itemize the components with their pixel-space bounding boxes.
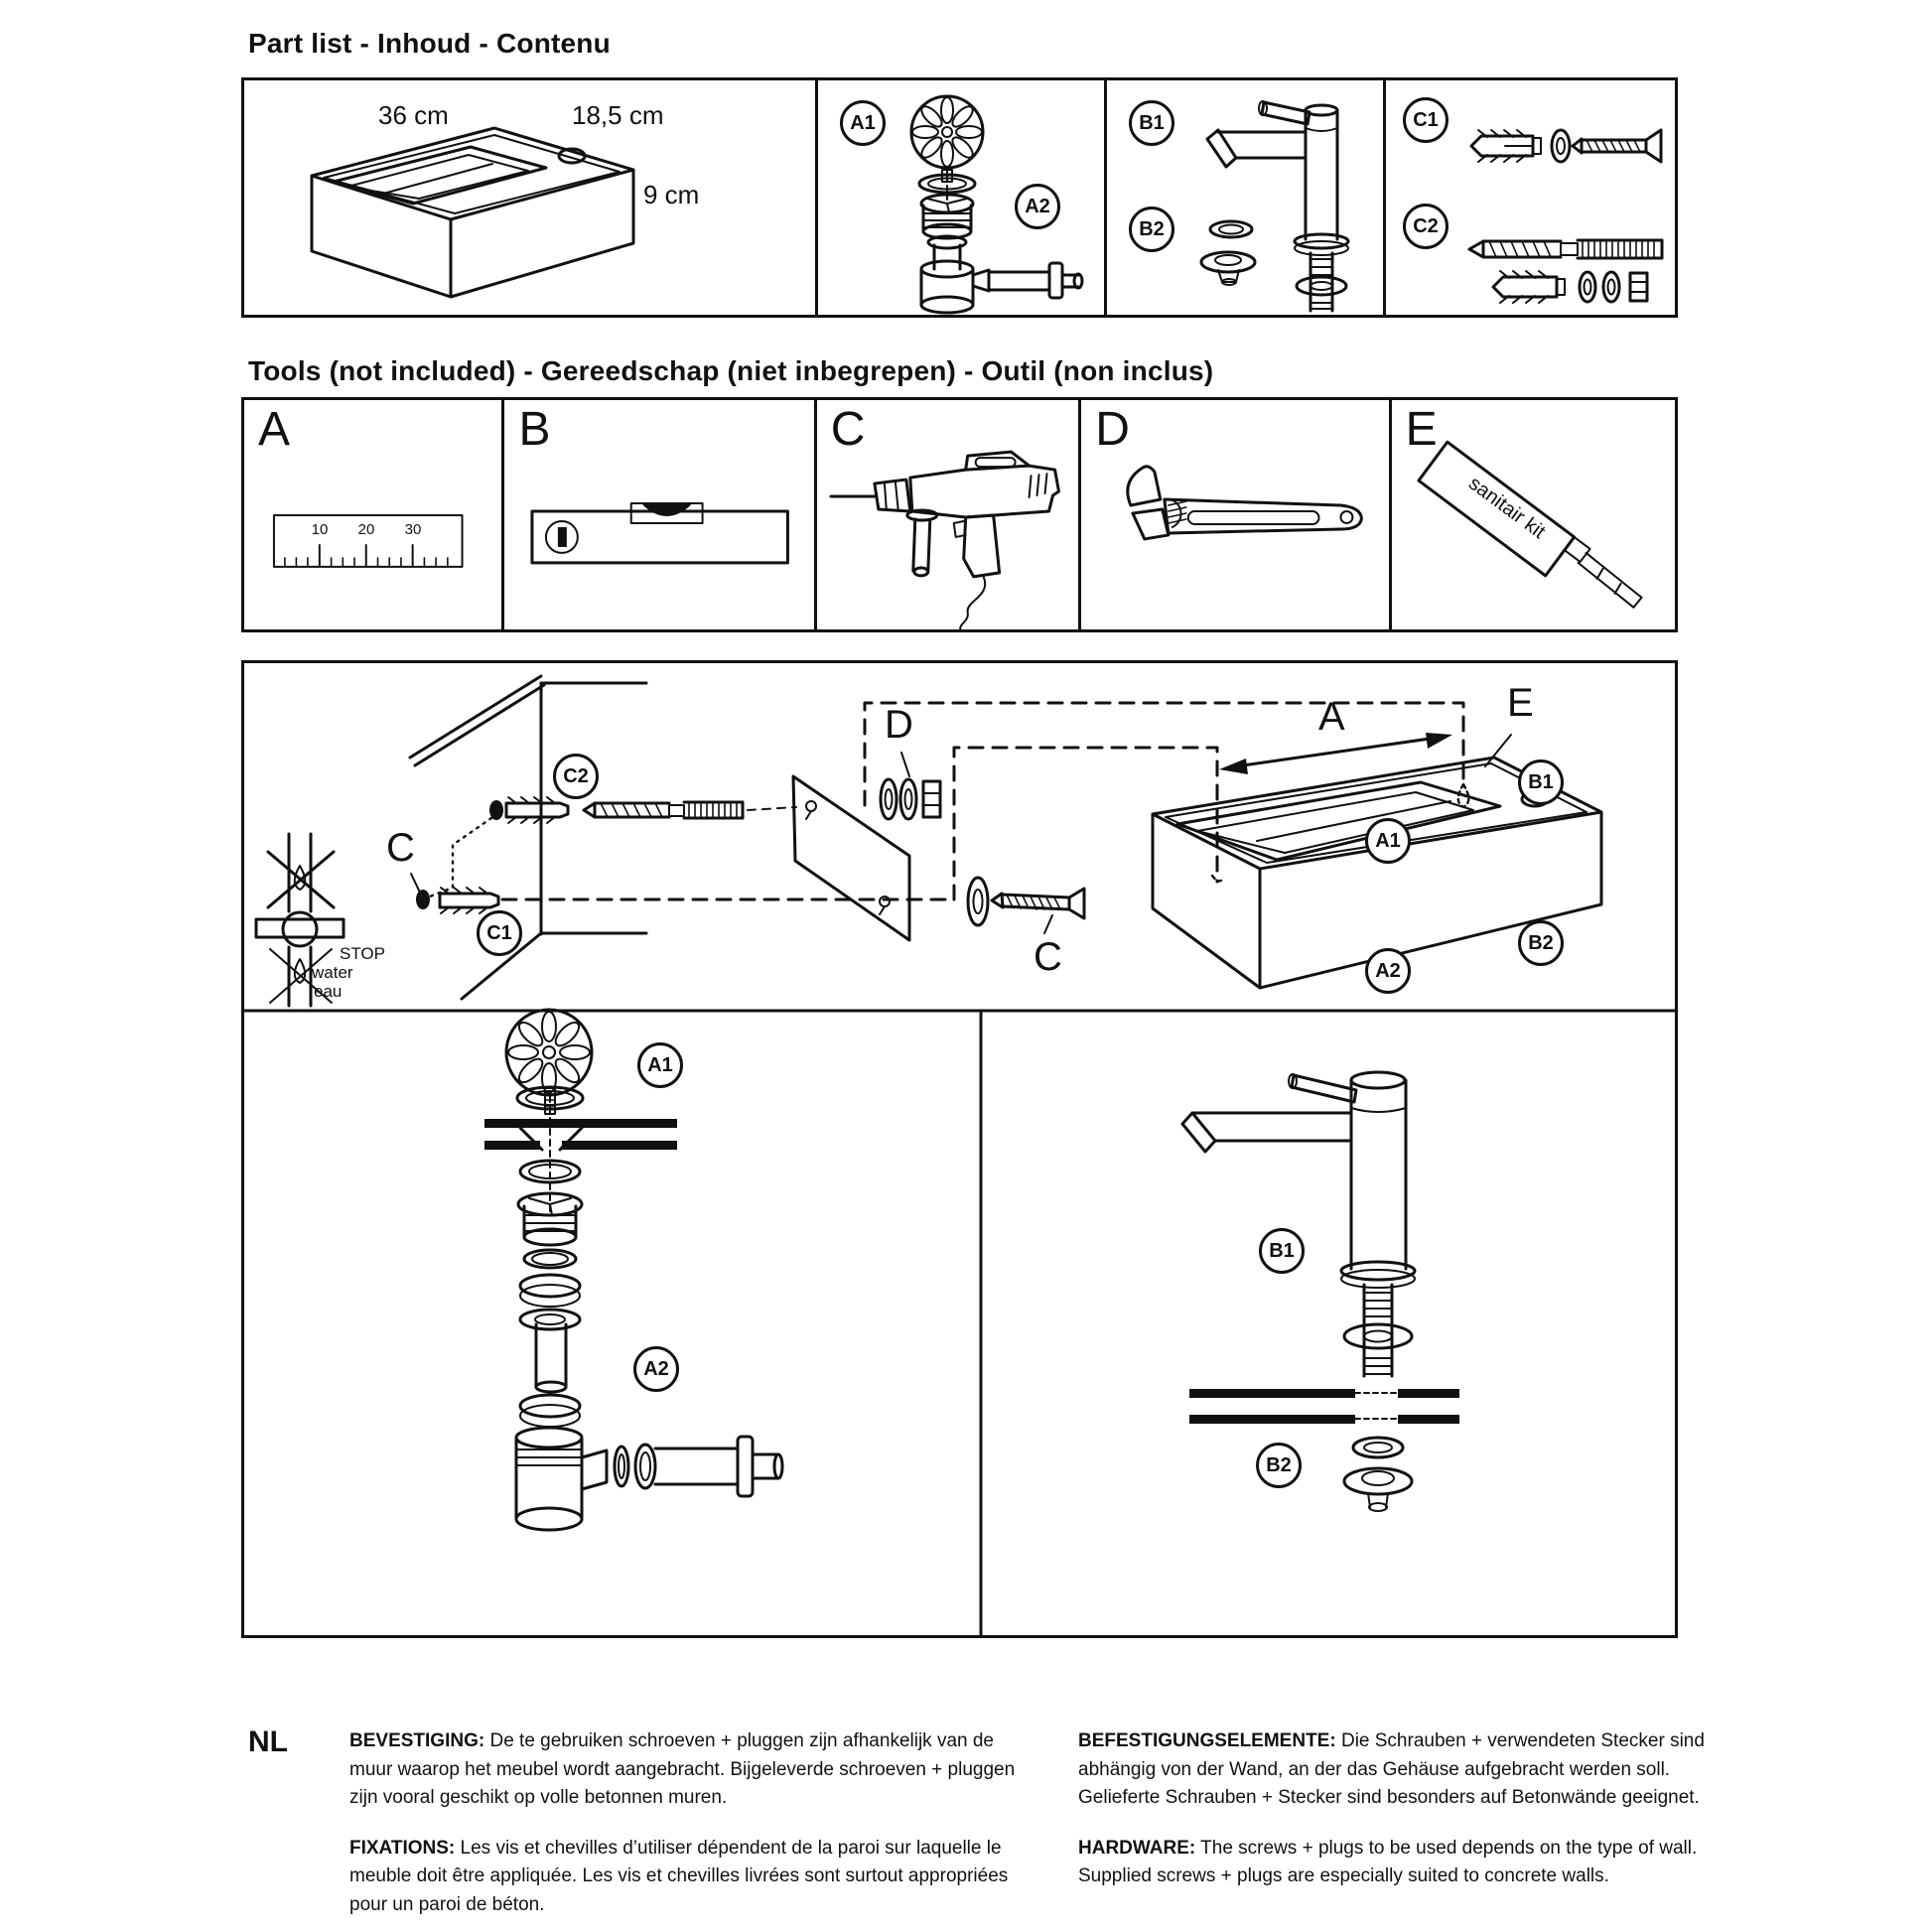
e-leader-line [1485,735,1511,766]
footnote-fr [349,1835,1025,1920]
drill-hole-bottom [416,890,430,909]
part-list-title: Part list - Inhoud - Contenu [248,28,611,59]
diagram-label-c-screw: C [1034,935,1062,979]
stop-label: STOP [340,944,385,963]
part-label-b2: B2 [1129,207,1174,252]
footnote-de-lead: BEFESTIGUNGSELEMENTE: [1078,1730,1336,1751]
tool-letter-e: E [1405,403,1438,456]
spirit-level-icon [504,400,813,629]
drain-exploded-assembly [484,1010,782,1530]
diagram-label-b1: B1 [1518,759,1564,805]
diagram-label-a1: A1 [1365,818,1411,864]
wall-plug-assembly [440,888,954,913]
sink-illustration [244,80,815,315]
ruler-tick-10: 10 [311,521,329,538]
part-label-c1: C1 [1403,97,1449,143]
drain-label-a1: A1 [637,1042,683,1088]
footnote-en [1078,1835,1753,1891]
eau-label: eau [314,982,343,1001]
tap-label-b1: B1 [1259,1228,1305,1274]
diagram-label-c1: C1 [477,910,522,956]
tool-letter-d: D [1095,403,1130,456]
footnote-en-lead: HARDWARE: [1078,1837,1196,1859]
sealant-tube-label: sanitair kit [1463,472,1550,544]
drain-label-a2: A2 [633,1346,679,1392]
tool-letter-a: A [258,403,291,456]
tool-drill-panel [814,400,1078,629]
diagram-label-c-holes: C [386,826,415,870]
diagram-label-d: D [885,703,913,747]
part-list-row [241,77,1678,318]
hanger-bolt-assembly [506,797,796,823]
tap-exploded-assembly [1182,1072,1459,1511]
tool-sealant-panel [1389,400,1675,629]
part-sink-panel [244,80,815,315]
diagram-label-e: E [1507,681,1534,725]
part-hardware-panel [1383,80,1675,315]
part-label-b1: B1 [1129,100,1174,146]
part-label-c2: C2 [1403,204,1449,249]
tool-letter-b: B [518,403,551,456]
part-label-a1: A1 [840,100,886,146]
wall-corner [410,676,646,999]
footnote-column-left [349,1727,1025,1932]
ruler-tick-30: 30 [404,521,422,538]
diagram-label-a2: A2 [1365,948,1411,994]
washers-nut-d [881,753,940,819]
tool-wrench-panel [1078,400,1388,629]
sink-height-label: 9 cm [643,180,700,209]
diagram-label-a: A [1318,695,1345,739]
tools-title: Tools (not included) - Gereedschap (niet inbegrepen) - Outil (non inclus) [248,355,1214,386]
part-label-a2: A2 [1015,184,1060,229]
water-label: water [312,963,353,982]
tools-row [241,397,1678,632]
footnote-nl-lead: BEVESTIGING: [349,1730,485,1751]
footnote-column-right [1078,1727,1753,1913]
ruler-tick-20: 20 [357,521,375,538]
footnote-fr-body: Les vis et chevilles d’utiliser dépendent de la paroi sur laquelle le meuble doit être appliquée. Les vis et chevilles livrées sont surtout appropriées pour un paroi de béton. [349,1837,1009,1915]
tool-level-panel [501,400,813,629]
footnote-de-body: Die Schrauben + verwendeten Stecker sind abhängig von der Wand, an der das Gehäuse aufgebracht werden soll. Gelieferte Schrauben + Stecker sind besonders auf Betonwände geeignet. [1078,1730,1705,1808]
installation-diagram-frame [241,660,1678,1638]
footnote-nl-body: De te gebruiken schroeven + pluggen zijn afhankelijk van de muur waarop het meubel wordt aangebracht. Bijgeleverde schroeven + pluggen zijn vooral geschikt op volle betonnen muren. [349,1730,1016,1808]
footnote-nl [349,1727,1025,1813]
language-code: NL [248,1725,288,1758]
tap-label-b2: B2 [1256,1443,1302,1488]
screw-washer-c [968,878,1084,933]
footnote-en-body: The screws + plugs to be used depends on the type of wall. Supplied screws + plugs are especially suited to concrete walls. [1078,1837,1698,1886]
part-tap-panel [1104,80,1383,315]
sink-width-label: 36 cm [378,100,449,130]
footnote-fr-lead: FIXATIONS: [349,1837,456,1859]
diagram-label-c2: C2 [553,754,599,799]
part-drain-panel [815,80,1104,315]
tool-letter-c: C [830,403,866,456]
installation-diagram [244,663,1675,1635]
footnote-de [1078,1727,1753,1813]
diagram-label-b2: B2 [1518,920,1564,966]
sink-depth-label: 18,5 cm [572,100,664,130]
tool-ruler-panel [244,400,501,629]
